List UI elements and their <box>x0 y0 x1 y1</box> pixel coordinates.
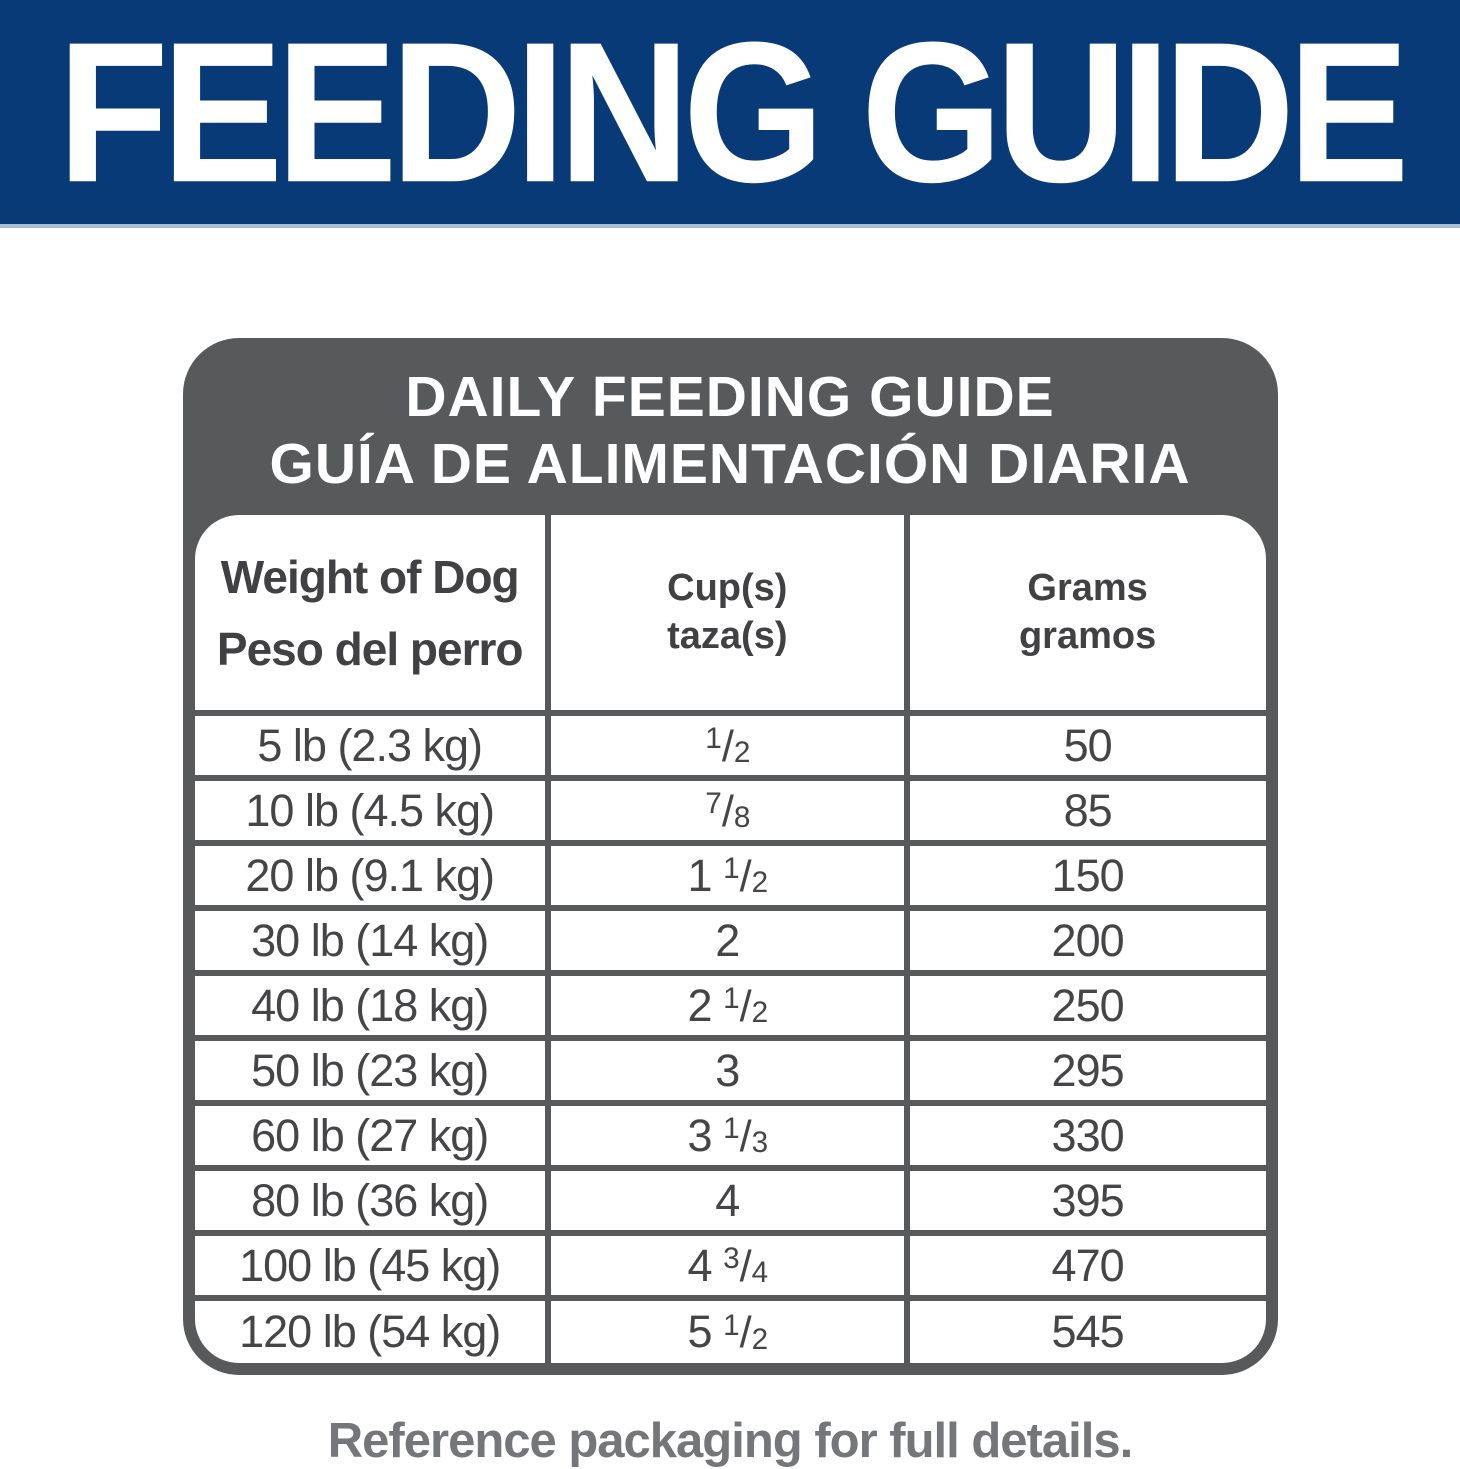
weight-cell: 20 lb (9.1 kg) <box>195 843 548 908</box>
cups-cell: $^1$/2 <box>548 713 907 778</box>
feeding-table-wrapper <box>195 515 1266 1363</box>
table-row <box>195 1298 1266 1363</box>
table-row <box>195 973 1266 1038</box>
table-row <box>195 908 1266 973</box>
cups-cell: 3 $^1$/3 <box>548 1103 907 1168</box>
card-title-spanish: GUÍA DE ALIMENTACIÓN DIARIA <box>269 431 1191 496</box>
grams-cell: 50 <box>907 713 1266 778</box>
col-header-weight-en: Weight of Dog <box>220 550 519 603</box>
grams-cell: 85 <box>907 778 1266 843</box>
col-header-cups-es: taza(s) <box>667 614 788 657</box>
weight-cell: 60 lb (27 kg) <box>195 1103 548 1168</box>
col-header-weight-es: Peso del perro <box>216 622 523 675</box>
grams-cell: 250 <box>907 973 1266 1038</box>
table-row <box>195 843 1266 908</box>
feeding-table <box>195 515 1266 1363</box>
col-header-cups-en: Cup(s) <box>667 567 788 609</box>
weight-cell: 120 lb (54 kg) <box>195 1298 548 1363</box>
grams-cell: 545 <box>907 1298 1266 1363</box>
col-header-grams-en: Grams <box>1027 567 1148 609</box>
grams-cell: 470 <box>907 1233 1266 1298</box>
weight-cell: 100 lb (45 kg) <box>195 1233 548 1298</box>
cups-cell: 3 <box>548 1038 907 1103</box>
table-row <box>195 713 1266 778</box>
col-header-grams <box>907 515 1266 713</box>
card-title-english: DAILY FEEDING GUIDE <box>405 365 1055 429</box>
weight-cell: 40 lb (18 kg) <box>195 973 548 1038</box>
weight-cell: 5 lb (2.3 kg) <box>195 713 548 778</box>
table-row <box>195 1233 1266 1298</box>
footer-note: Reference packaging for full details. <box>327 1414 1133 1469</box>
cups-cell: 4 $^3$/4 <box>548 1233 907 1298</box>
cups-cell: 2 $^1$/2 <box>548 973 907 1038</box>
weight-cell: 30 lb (14 kg) <box>195 908 548 973</box>
header-row <box>195 515 1266 713</box>
cups-cell: 1 $^1$/2 <box>548 843 907 908</box>
table-row <box>195 1168 1266 1233</box>
banner <box>0 0 1460 228</box>
table-row <box>195 1103 1266 1168</box>
col-header-cups <box>548 515 907 713</box>
weight-cell: 10 lb (4.5 kg) <box>195 778 548 843</box>
col-header-grams-es: gramos <box>1018 614 1157 657</box>
weight-cell: 50 lb (23 kg) <box>195 1038 548 1103</box>
cups-cell: 5 $^1$/2 <box>548 1298 907 1363</box>
grams-cell: 295 <box>907 1038 1266 1103</box>
page-title: FEEDING GUIDE <box>57 0 1403 225</box>
table-row <box>195 1038 1266 1103</box>
cups-cell: 2 <box>548 908 907 973</box>
cups-cell: 4 <box>548 1168 907 1233</box>
cups-cell: $^7$/8 <box>548 778 907 843</box>
col-header-weight <box>195 515 548 713</box>
table-row <box>195 778 1266 843</box>
card-title <box>183 338 1278 515</box>
grams-cell: 200 <box>907 908 1266 973</box>
grams-cell: 330 <box>907 1103 1266 1168</box>
daily-feeding-card <box>183 338 1278 1375</box>
grams-cell: 150 <box>907 843 1266 908</box>
grams-cell: 395 <box>907 1168 1266 1233</box>
footer <box>0 1413 1460 1469</box>
weight-cell: 80 lb (36 kg) <box>195 1168 548 1233</box>
